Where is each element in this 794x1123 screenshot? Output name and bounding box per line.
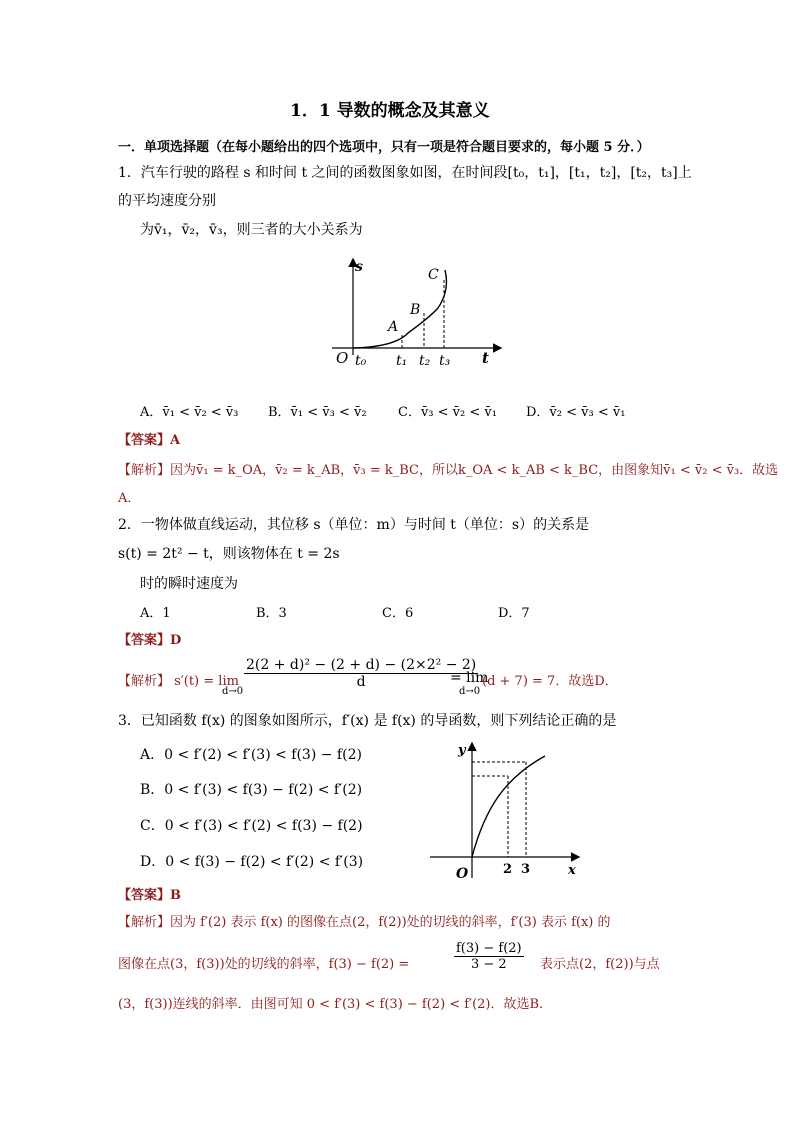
- q3-fraction: [454, 941, 524, 972]
- q3-text-line1: 3．已知函数 f(x) 的图象如图所示，f′(x) 是 f(x) 的导函数，则下列结论正确的是: [118, 713, 617, 729]
- q3-origin-label: O: [456, 866, 469, 882]
- q2-option-a: A．1: [140, 606, 171, 621]
- q1-option-a: A．v̄₁ < v̄₂ < v̄₃: [140, 405, 239, 420]
- q1-tick-t2: t₂: [419, 353, 431, 369]
- q1-tick-t1: t₁: [396, 353, 408, 369]
- q1-point-b: B: [410, 302, 421, 318]
- q2-text-line2: s(t) = 2t² − t，则该物体在 t = 2s: [118, 546, 340, 562]
- q2-explanation-prefix: 【解析】 s′(t) = lim: [118, 674, 239, 689]
- q1-explanation-line1: 【解析】因为v̄₁ = k_OA，v̄₂ = k_AB，v̄₃ = k_BC，所以k_OA < k_AB < k_BC，由图象知v̄₁ < v̄₂ < v̄₃．故选: [118, 463, 779, 478]
- q3-answer: 【答案】B: [118, 888, 181, 903]
- q3-explanation-line2a: 图像在点(3，f(3))处的切线的斜率，f(3) − f(2) =: [118, 957, 410, 972]
- q3-fraction-numerator: f(3) − f(2): [456, 941, 522, 956]
- q1-point-a: A: [388, 319, 399, 335]
- q1-text-line1: 1．汽车行驶的路程 s 和时间 t 之间的函数图象如图，在时间段[t₀，t₁]，[t₁，t₂]，[t₂，t₃]上: [118, 165, 692, 181]
- q2-answer: 【答案】D: [118, 633, 182, 648]
- q2-explanation-tail: (d + 7) = 7．故选D．: [482, 674, 618, 689]
- q3-explanation-line2b: 表示点(2，f(2))与点: [540, 957, 660, 972]
- q3-axis-y-label: y: [458, 743, 466, 758]
- q1-point-c: C: [428, 267, 439, 283]
- q2-option-c: C．6: [382, 606, 414, 621]
- q1-axis-y-label: s: [355, 259, 363, 275]
- q1-option-c: C．v̄₃ < v̄₂ < v̄₁: [398, 405, 497, 420]
- q2-explanation-mid: = lim: [450, 670, 489, 686]
- q2-fraction: [244, 657, 478, 690]
- q3-fraction-denominator: 3 − 2: [470, 957, 507, 972]
- q1-origin-label: O: [336, 349, 349, 367]
- q1-answer: 【答案】A: [118, 433, 181, 448]
- q3-explanation-line3: (3，f(3))连线的斜率．由图可知 0 < f′(3) < f(3) − f(2) < f′(2)．故选B．: [118, 997, 553, 1012]
- q1-tick-t0: t₀: [355, 353, 367, 369]
- q3-figure: [430, 738, 590, 883]
- q2-lim-sub-2: d→0: [459, 686, 481, 697]
- q2-text-line3: 时的瞬时速度为: [140, 576, 238, 592]
- q1-tick-t3: t₃: [439, 353, 451, 369]
- q3-option-d: D．0 < f(3) − f(2) < f′(2) < f′(3): [140, 854, 364, 870]
- q3-tick-3: 3: [521, 862, 531, 877]
- q2-fraction-numerator: 2(2 + d)² − (2 + d) − (2×2² − 2): [246, 657, 477, 673]
- q1-option-d: D．v̄₂ < v̄₃ < v̄₁: [526, 405, 626, 420]
- q3-axis-x-label: x: [568, 863, 576, 878]
- q2-option-b: B．3: [256, 606, 287, 621]
- q3-option-a: A．0 < f′(2) < f′(3) < f(3) − f(2): [140, 747, 362, 763]
- q1-explanation-line2: A．: [118, 491, 141, 506]
- q1-axis-x-label: t: [482, 349, 489, 367]
- q3-option-c: C．0 < f′(3) < f′(2) < f(3) − f(2): [140, 818, 363, 834]
- q1-text-line3: 为v̄₁，v̄₂，v̄₃，则三者的大小关系为: [140, 222, 363, 238]
- q3-option-b: B．0 < f′(3) < f(3) − f(2) < f′(2): [140, 782, 363, 798]
- q1-text-line2: 的平均速度分别: [118, 193, 216, 209]
- page-title: 1．1 导数的概念及其意义: [290, 101, 490, 121]
- q3-tick-2: 2: [503, 862, 513, 877]
- q2-text-line1: 2．一物体做直线运动，其位移 s（单位：m）与时间 t（单位：s）的关系是: [118, 517, 590, 533]
- q2-option-d: D．7: [498, 606, 530, 621]
- q1-option-b: B．v̄₁ < v̄₃ < v̄₂: [268, 405, 367, 420]
- q2-fraction-denominator: d: [356, 674, 366, 690]
- q1-figure: [320, 255, 510, 375]
- q3-explanation-line1: 【解析】因为 f′(2) 表示 f(x) 的图像在点(2，f(2))处的切线的斜率，f′(3) 表示 f(x) 的: [118, 915, 611, 930]
- section-header: 一．单项选择题（在每小题给出的四个选项中，只有一项是符合题目要求的，每小题 5 分．）: [118, 140, 650, 155]
- q2-lim-sub-1: d→0: [222, 686, 244, 697]
